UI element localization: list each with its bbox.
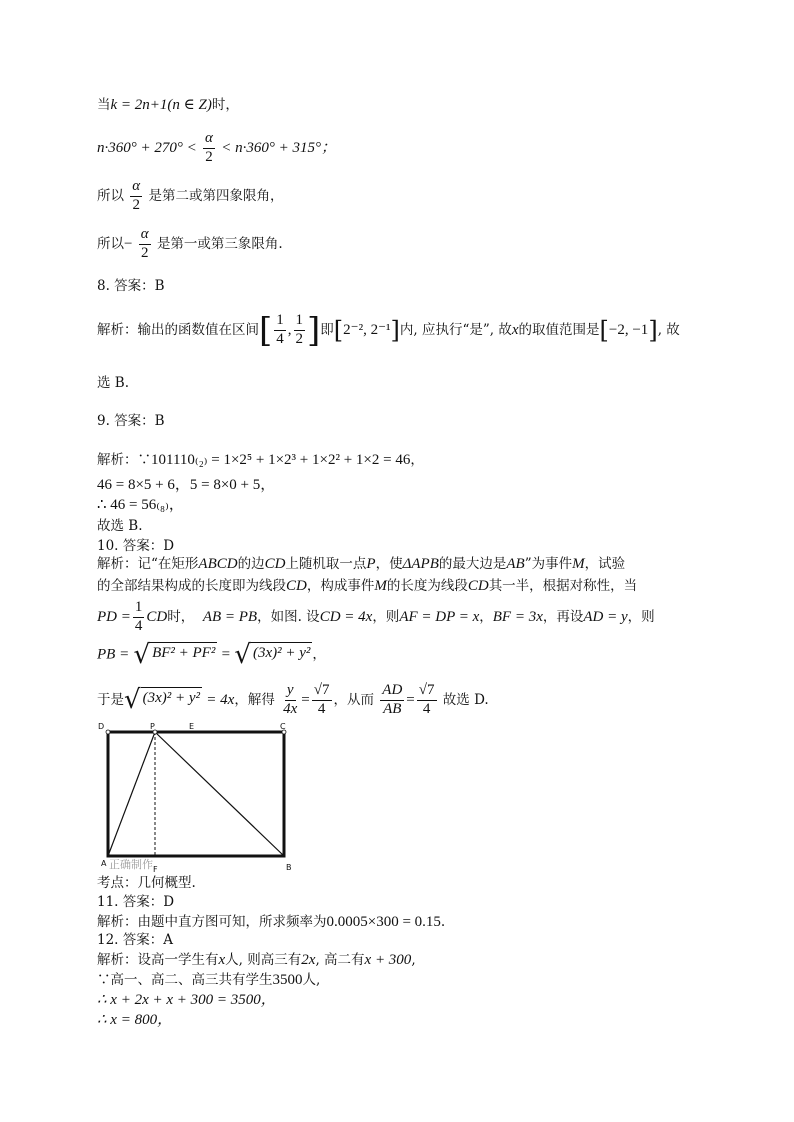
text: 故选 D. (442, 691, 489, 708)
text: 解析：设高一学生有 (97, 952, 219, 968)
math: PB = (97, 646, 130, 663)
text: 解析：由题中直方图可知，所求频率为 (97, 914, 327, 930)
text: 所以 (97, 235, 124, 252)
text: ，试验 (584, 556, 626, 572)
math: ∴ 46 = 56₍₈₎， (97, 497, 184, 513)
math: 46 = 8×5 + 6，5 = 8×0 + 5， (97, 477, 276, 493)
text: 人, 则高三有 (225, 952, 302, 968)
inequality-line (97, 131, 336, 166)
answer-12-line-4 (97, 1013, 172, 1028)
answer-12-line-3 (97, 993, 276, 1008)
fraction: $\frac{√7}{4}$ (418, 682, 435, 717)
math: x + 300 (364, 952, 412, 968)
math: CD (286, 578, 307, 594)
label-a: A (101, 859, 107, 868)
text: 时， (211, 97, 239, 113)
text: . (440, 914, 446, 930)
fraction: $\frac{1}{2}$ (295, 312, 304, 347)
math: AD = y (583, 608, 628, 625)
math: x (511, 321, 519, 338)
answer-10-heading: 10. 答案：D (97, 538, 175, 554)
math: P (366, 556, 376, 572)
text: ，构成事件 (306, 578, 375, 594)
answer-12-line-1 (97, 953, 416, 968)
math: 2⁻², 2⁻¹ (343, 321, 391, 338)
sqrt: √ BF² + PF² (133, 640, 216, 670)
answer-12-line-2 (97, 973, 320, 988)
text: 的全部结果构成的长度即为线段 (97, 578, 286, 594)
text: 人, (302, 972, 321, 988)
answer-9-line-2 (97, 478, 275, 493)
text: 的最大边是 (438, 556, 507, 572)
text: ”为事件 (524, 556, 573, 572)
answer-9-heading: 9. 答案：B (97, 413, 165, 429)
math: k = 2n+1(n ∈ Z) (110, 97, 212, 113)
label-d: D (98, 722, 105, 731)
text: 所以 (97, 187, 124, 204)
math: AB (506, 556, 525, 572)
answer-9-line-3 (97, 498, 184, 513)
math: x (218, 952, 226, 968)
text: 是第二或第四象限角， (148, 187, 284, 204)
text: ，从而 (333, 691, 374, 708)
sqrt: √ (3x)² + y² (124, 685, 200, 716)
text: , 高二有 (315, 952, 365, 968)
answer-10-line-2 (97, 579, 637, 594)
label-e: E (189, 722, 195, 731)
text: 的边 (237, 556, 265, 572)
text: 的取值范围是 (518, 321, 600, 338)
math: < n·360° + 315°； (221, 139, 336, 156)
math: M (374, 578, 387, 594)
text: 上随机取一点 (285, 556, 367, 572)
fraction: $\frac{\alpha}{2}$ (140, 226, 149, 261)
text: 解析：∵ (97, 452, 151, 468)
text: ∵高一、高二、高三共有学生 (97, 972, 273, 988)
text: ，则 (627, 608, 655, 625)
label-b: B (286, 863, 292, 872)
fraction: $\frac{\alpha}{2}$ (132, 178, 141, 213)
sqrt: √ (3x)² + y² (234, 640, 311, 670)
text: 内, 应执行“是”, 故 (399, 321, 512, 338)
text: ，使 (375, 556, 403, 572)
math: ∴ x = 800， (97, 1012, 173, 1028)
fraction: $\frac{AD}{AB}$ (382, 682, 403, 717)
math: CD (146, 608, 168, 625)
segment-ap (108, 732, 155, 856)
math: = (301, 691, 310, 708)
math: 3500 (272, 972, 303, 988)
text: ，如图. 设 (257, 608, 320, 625)
text: 的长度为线段 (386, 578, 468, 594)
text: ，则 (372, 608, 400, 625)
math: PD = (97, 608, 131, 625)
text: 时， (167, 608, 195, 625)
math: ∴ x + 2x + x + 300 = 3500， (97, 992, 276, 1008)
answer-10-line-3 (97, 600, 655, 635)
math: CD (264, 556, 286, 572)
math: 0.0005×300 = 0.15 (326, 914, 441, 930)
text: 解析：输出的函数值在区间 (97, 321, 259, 338)
answer-9-line-4: 故选 B. (97, 518, 143, 534)
math: ABCD (198, 556, 238, 572)
math: ΔAPB (402, 556, 439, 572)
math: BF = 3x (492, 608, 543, 625)
kaodian-line: 考点：几何概型. (97, 875, 196, 891)
answer-8-heading: 8. 答案：B (97, 278, 165, 294)
math: − (124, 235, 133, 252)
answer-12-heading: 12. 答案：A (97, 932, 174, 948)
answer-11-explanation (97, 915, 445, 930)
text: 解析：记“在矩形 (97, 556, 199, 572)
rectangle-figure (97, 720, 302, 875)
text: ， (410, 452, 424, 468)
answer-9-line-1 (97, 453, 424, 468)
text: ， (479, 608, 493, 625)
conclusion-line-1 (97, 179, 283, 214)
math: −2, −1 (608, 321, 649, 338)
answer-10-line-1 (97, 557, 625, 572)
answer-10-line-4 (97, 642, 326, 668)
text: 当 (97, 97, 111, 113)
math: CD (467, 578, 489, 594)
fraction: $\frac{y}{4x}$ (283, 682, 298, 717)
math: CD = 4x (319, 608, 373, 625)
math: AF = DP = x (399, 608, 480, 625)
fraction: $\frac{1}{4}$ (134, 599, 143, 634)
math: M (572, 556, 585, 572)
case-condition-line (97, 98, 239, 113)
label-f: F (153, 865, 158, 874)
text: 其一半，根据对称性，当 (488, 578, 638, 594)
fraction: $\frac{\alpha}{2}$ (205, 130, 213, 165)
math: = (221, 646, 231, 663)
label-p: P (150, 722, 155, 731)
fraction: $\frac{√7}{4}$ (313, 682, 330, 717)
text: ，再设 (542, 608, 584, 625)
watermark: 正确制作 (109, 858, 153, 871)
answer-11-heading: 11. 答案：D (97, 894, 175, 910)
text: , 故 (657, 321, 680, 338)
point-d (106, 730, 110, 734)
math: n·360° + 270° < (97, 139, 197, 156)
text: ，解得 (234, 691, 275, 708)
fraction: $\frac{1}{4}$ (276, 312, 284, 347)
math: = 4x (206, 691, 235, 708)
text: , (411, 952, 416, 968)
rectangle-abcd (108, 732, 284, 856)
text: 于是 (97, 691, 124, 708)
answer-8-explanation: 解析：输出的函数值在区间[ $\frac{1}{4}$ , $\frac{1}{2}$ ]即[2⁻², 2⁻¹]内, 应执行“是”, 故x的取值范围是[−2, −1], 故 (97, 310, 680, 351)
text: 是第一或第三象限角. (156, 235, 283, 252)
math: 101110₍₂₎ = 1×2⁵ + 1×2³ + 1×2² + 1×2 = 46 (151, 452, 411, 468)
answer-8-continued: 选 B. (97, 375, 130, 391)
text: ， (312, 646, 326, 663)
label-c: C (280, 722, 286, 731)
math: AB = PB (202, 608, 258, 625)
conclusion-line-2 (97, 227, 283, 262)
segment-pb (155, 732, 284, 856)
text: 即 (320, 321, 334, 338)
answer-10-line-5: 于是 √ (3x)² + y² = 4x，解得 $\frac{y}{4x}$ = $\frac{√7}{4}$ ，从而 $\frac{AD}{AB}$ = $\frac{√7}{4}$ 故选 D. (97, 682, 489, 717)
math: 2x (301, 952, 316, 968)
